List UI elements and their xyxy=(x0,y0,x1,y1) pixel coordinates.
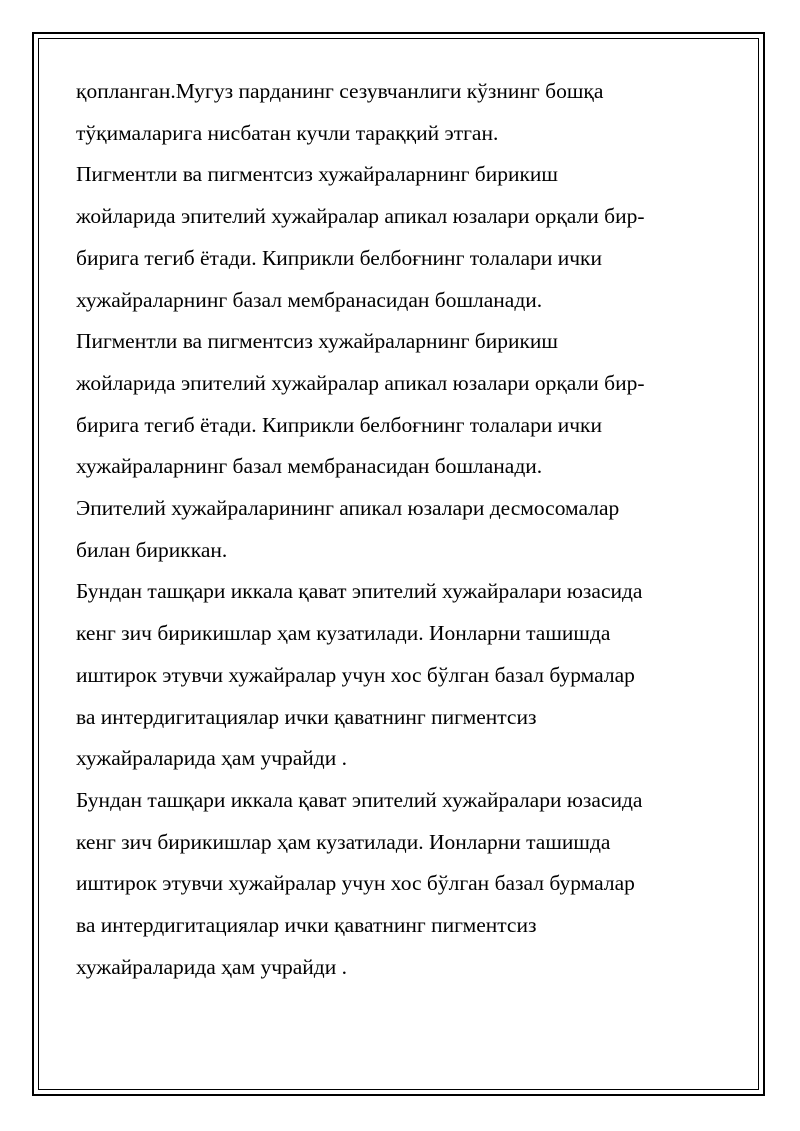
text-line: хужайраларнинг базал мембранасидан бошланади. xyxy=(76,287,543,312)
text-line: жойларида эпителий хужайралар апикал юзалари орқали бир- xyxy=(76,370,645,395)
text-line: ва интердигитациялар ички қаватнинг пигментсиз xyxy=(76,913,537,938)
text-line: кенг зич бирикишлар ҳам кузатилади. Ионларни ташишда xyxy=(76,829,611,854)
document-body xyxy=(76,71,726,988)
text-line: хужайраларнинг базал мембранасидан бошланади. xyxy=(76,454,543,479)
text-line: Пигментли ва пигментсиз хужайраларнинг бирикиш xyxy=(76,162,558,187)
text-line: ва интердигитациялар ички қаватнинг пигментсиз xyxy=(76,704,537,729)
text-line: бирига тегиб ётади. Киприкли белбоғнинг толалари ички xyxy=(76,412,602,437)
text-line: Бундан ташқари иккала қават эпителий хужайралари юзасида xyxy=(76,787,643,812)
text-line: Пигментли ва пигментсиз хужайраларнинг бирикиш xyxy=(76,329,558,354)
text-line: билан бириккан. xyxy=(76,537,228,562)
text-line: қопланган.Мугуз парданинг сезувчанлиги кўзнинг бошқа xyxy=(76,79,604,103)
text-line: иштирок этувчи хужайралар учун хос бўлган базал бурмалар xyxy=(76,662,635,687)
text-line: иштирок этувчи хужайралар учун хос бўлган базал бурмалар xyxy=(76,871,635,896)
text-line: тўқималарига нисбатан кучли тараққий этган. xyxy=(76,120,499,145)
text-line: Эпителий хужайраларининг апикал юзалари десмосомалар xyxy=(76,496,620,521)
text-line: Бундан ташқари иккала қават эпителий хужайралари юзасида xyxy=(76,579,643,604)
text-line: хужайраларида ҳам учрайди . xyxy=(76,954,347,979)
text-line: бирига тегиб ётади. Киприкли белбоғнинг толалари ички xyxy=(76,245,602,270)
text-line: жойларида эпителий хужайралар апикал юзалари орқали бир- xyxy=(76,204,645,229)
text-line: хужайраларида ҳам учрайди . xyxy=(76,746,347,771)
text-line: кенг зич бирикишлар ҳам кузатилади. Ионларни ташишда xyxy=(76,621,611,646)
